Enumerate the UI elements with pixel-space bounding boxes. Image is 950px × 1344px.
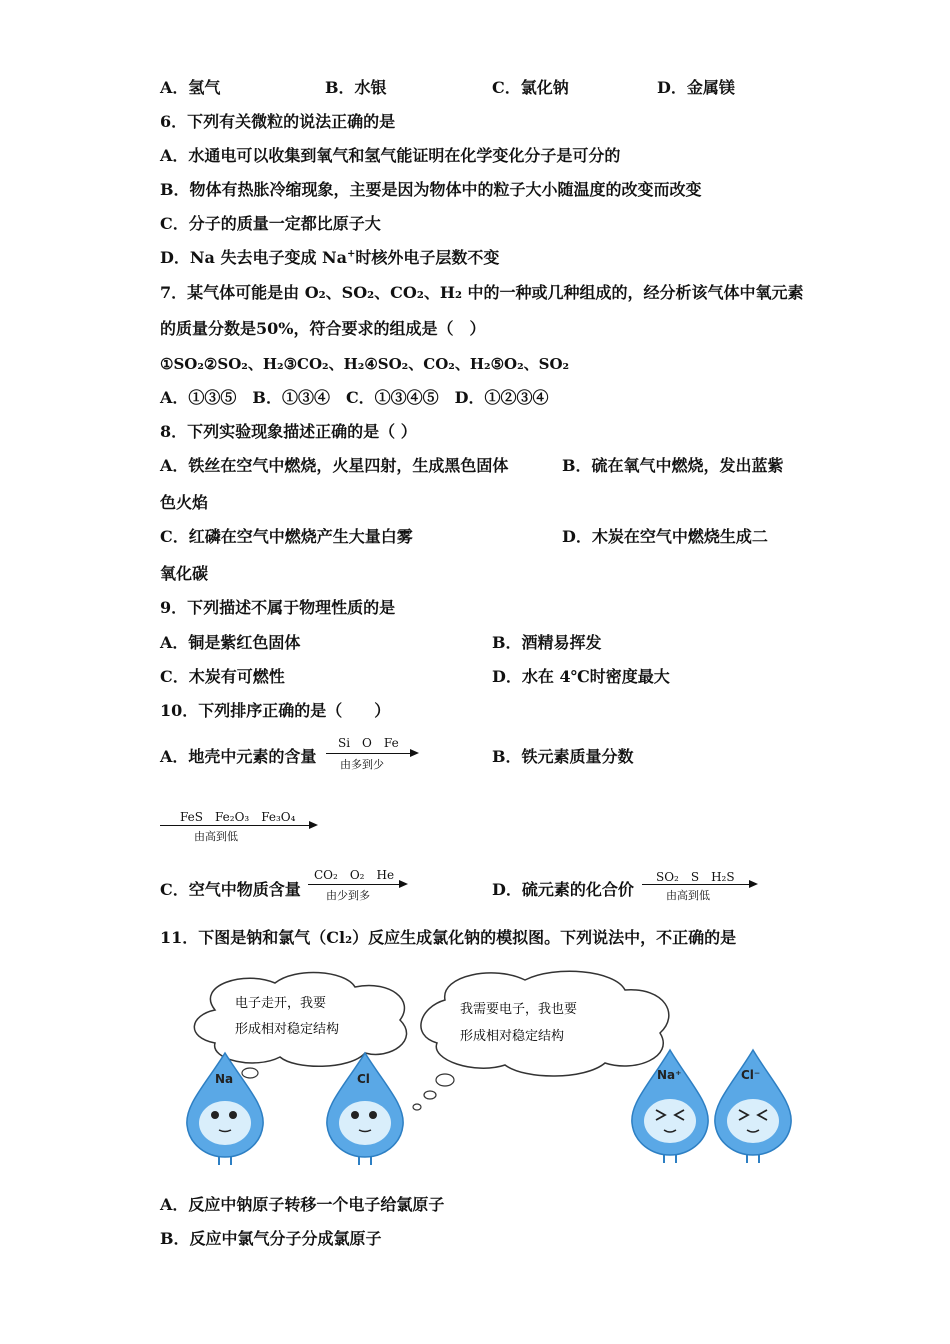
q10-b-top: FeS Fe₂O₃ Fe₃O₄	[180, 810, 296, 824]
sodium-chlorine-figure	[175, 965, 805, 1170]
q10-d-bottom: 由高到低	[666, 889, 710, 902]
q8-option-b-1: B．硫在氧气中燃烧，发出蓝紫	[562, 456, 784, 475]
q9-stem: 9．下列描述不属于物理性质的是	[160, 598, 396, 617]
q6-option-d	[160, 248, 499, 268]
q8-option-d-1: D．木炭在空气中燃烧生成二	[562, 527, 768, 546]
q10-stem: 10．下列排序正确的是（ ）	[160, 701, 391, 720]
arrow-shaft	[308, 884, 400, 885]
arrow-shaft	[326, 753, 411, 754]
q10-b-bottom: 由高到低	[194, 830, 238, 843]
q9-option-d: D．水在 4℃时密度最大	[492, 667, 670, 686]
arrow-head-icon	[309, 821, 318, 829]
q10-option-b-label: B．铁元素质量分数	[492, 747, 634, 766]
q6-option-a: A．水通电可以收集到氧气和氢气能证明在化学变化分子是可分的	[160, 146, 621, 165]
drop2-label: Cl	[357, 1072, 370, 1086]
q5-option-b: B．水银	[325, 78, 387, 97]
bubble2-line1: 我需要电子，我也要	[460, 1002, 578, 1017]
figure-svg	[175, 965, 805, 1170]
q10-option-a-label: A．地壳中元素的含量	[160, 747, 317, 766]
q10-a-top: Si O Fe	[338, 736, 399, 750]
bubble2-line2: 形成相对稳定结构	[460, 1029, 565, 1044]
q8-stem: 8．下列实验现象描述正确的是（ ）	[160, 422, 417, 441]
q10-c-bottom: 由少到多	[326, 889, 370, 902]
arrow-shaft	[642, 884, 750, 885]
q9-option-b: B．酒精易挥发	[492, 633, 602, 652]
q10-d-top: SO₂ S H₂S	[656, 870, 735, 884]
q8-option-d-2: 氧化碳	[160, 564, 209, 583]
q5-option-c: C．氯化钠	[492, 78, 569, 97]
drop1-label: Na	[215, 1072, 234, 1086]
arrow-head-icon	[399, 880, 408, 888]
q10-option-a-arrow	[326, 734, 421, 774]
chlorine-drop-icon	[327, 1053, 403, 1165]
q6-option-c: C．分子的质量一定都比原子大	[160, 214, 381, 233]
q6-d-pre: D．Na 失去电子变成 Na	[160, 248, 348, 267]
q10-option-c-arrow	[308, 866, 413, 906]
q9-option-c: C．木炭有可燃性	[160, 667, 285, 686]
q10-c-top: CO₂ O₂ He	[314, 868, 395, 882]
drop4-label: Cl⁻	[741, 1068, 761, 1082]
bubble1-line1: 电子走开，我要	[235, 996, 327, 1011]
q9-option-a: A．铜是紫红色固体	[160, 633, 301, 652]
q7-combos: ①SO₂②SO₂、H₂③CO₂、H₂④SO₂、CO₂、H₂⑤O₂、SO₂	[160, 355, 570, 373]
sodium-ion-drop-icon	[632, 1050, 708, 1163]
q8-option-b-2: 色火焰	[160, 493, 209, 512]
arrow-head-icon	[749, 880, 758, 888]
q8-option-c: C．红磷在空气中燃烧产生大量白雾	[160, 527, 413, 546]
q5-option-a: A．氢气	[160, 78, 221, 97]
q7-stem-1: 7．某气体可能是由 O₂、SO₂、CO₂、H₂ 中的一种或几种组成的，经分析该气体中氧元素	[160, 283, 804, 302]
arrow-head-icon	[410, 749, 419, 757]
q6-d-post: 时核外电子层数不变	[355, 248, 500, 267]
q5-option-d: D．金属镁	[657, 78, 735, 97]
q10-option-b-arrow	[160, 808, 320, 848]
q10-option-d-arrow	[642, 868, 762, 908]
q11-stem: 11．下图是钠和氯气（Cl₂）反应生成氯化钠的模拟图。下列说法中，不正确的是	[160, 928, 737, 947]
chloride-ion-drop-icon	[715, 1050, 791, 1163]
q11-option-a: A．反应中钠原子转移一个电子给氯原子	[160, 1195, 445, 1214]
bubble1-line2: 形成相对稳定结构	[235, 1022, 340, 1037]
q6-stem: 6．下列有关微粒的说法正确的是	[160, 112, 396, 131]
q10-option-c-label: C．空气中物质含量	[160, 880, 301, 899]
q10-option-d-label: D．硫元素的化合价	[492, 880, 634, 899]
q7-stem-2: 的质量分数是50%，符合要求的组成是（ ）	[160, 319, 486, 338]
q6-d-sup: +	[347, 248, 356, 260]
drop3-label: Na⁺	[657, 1068, 682, 1082]
arrow-shaft	[160, 825, 310, 826]
q8-option-a: A．铁丝在空气中燃烧，火星四射，生成黑色固体	[160, 456, 509, 475]
q6-option-b: B．物体有热胀冷缩现象，主要是因为物体中的粒子大小随温度的改变而改变	[160, 180, 702, 199]
q7-options: A．①③⑤ B．①③④ C．①③④⑤ D．①②③④	[160, 388, 549, 407]
q10-a-bottom: 由多到少	[340, 758, 384, 771]
q11-option-b: B．反应中氯气分子分成氯原子	[160, 1229, 382, 1248]
